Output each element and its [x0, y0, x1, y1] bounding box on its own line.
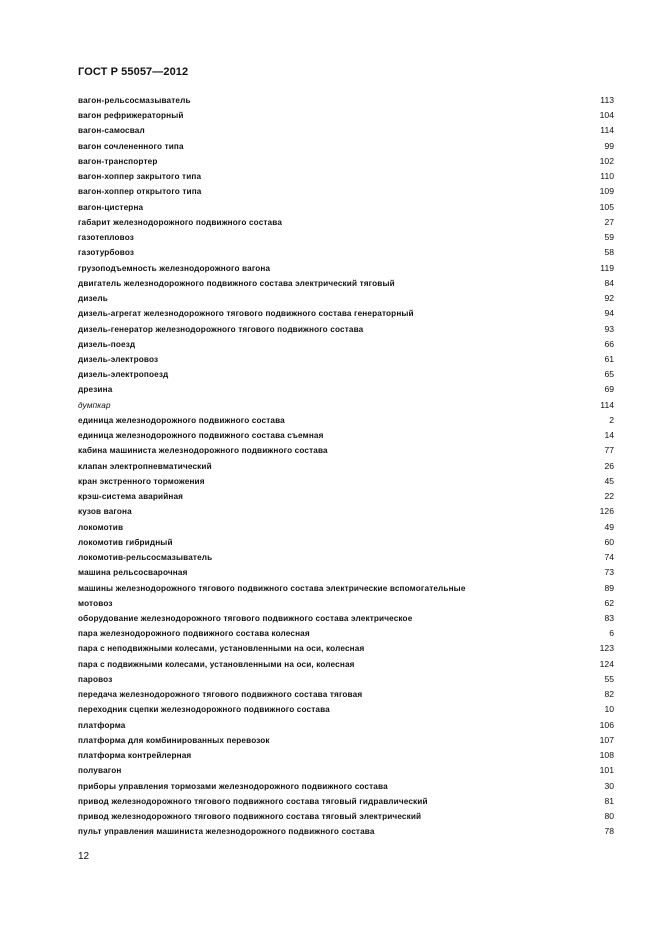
- index-entry: [78, 596, 614, 611]
- index-page-ref: 6: [609, 628, 614, 639]
- index-term: вагон рефрижераторный: [78, 111, 184, 121]
- index-term: единица железнодорожного подвижного состава съемная: [78, 431, 324, 441]
- index-entry: [78, 809, 614, 824]
- term-index-list: [78, 93, 614, 839]
- index-page-ref: 14: [604, 430, 614, 441]
- index-term: переходник сцепки железнодорожного подвижного состава: [78, 705, 330, 715]
- index-page-ref: 109: [599, 186, 614, 197]
- index-page-ref: 94: [604, 308, 614, 319]
- index-page-ref: 101: [599, 765, 614, 776]
- index-term: кабина машиниста железнодорожного подвижного состава: [78, 446, 328, 456]
- index-page-ref: 69: [604, 384, 614, 395]
- index-page-ref: 102: [599, 155, 614, 166]
- index-page-ref: 108: [599, 750, 614, 761]
- index-term: клапан электропневматический: [78, 461, 212, 471]
- index-page-ref: 99: [604, 140, 614, 151]
- index-entry: [78, 459, 614, 474]
- index-page-ref: 58: [604, 247, 614, 258]
- index-term: вагон-хоппер открытого типа: [78, 187, 202, 197]
- index-term: привод железнодорожного тягового подвижного состава тяговый гидравлический: [78, 796, 428, 806]
- index-entry: [78, 398, 614, 413]
- index-page-ref: 26: [604, 460, 614, 471]
- index-entry: [78, 824, 614, 839]
- index-term: полувагон: [78, 766, 122, 776]
- index-term: платформа контрейлерная: [78, 751, 192, 761]
- index-term: платформа для комбинированных перевозок: [78, 735, 270, 745]
- index-entry: [78, 489, 614, 504]
- index-term: грузоподъемность железнодорожного вагона: [78, 263, 271, 273]
- index-term: крэш-система аварийная: [78, 492, 184, 502]
- index-term: платформа: [78, 720, 126, 730]
- index-page-ref: 113: [600, 95, 614, 105]
- index-term: машина рельсосварочная: [78, 568, 188, 578]
- index-entry: [78, 535, 614, 550]
- index-entry: [78, 763, 614, 778]
- index-entry: [78, 215, 614, 230]
- index-term: единица железнодорожного подвижного состава: [78, 415, 285, 425]
- index-term: мотовоз: [78, 598, 113, 608]
- index-term: привод железнодорожного тягового подвижного состава тяговый электрический: [78, 812, 422, 822]
- page-number: 12: [78, 851, 90, 862]
- index-page-ref: 66: [604, 338, 614, 349]
- index-entry: [78, 474, 614, 489]
- index-page-ref: 22: [604, 491, 614, 502]
- index-entry: [78, 367, 614, 382]
- index-page-ref: 55: [604, 673, 614, 684]
- index-term: газотурбовоз: [78, 248, 135, 258]
- index-term: вагон-самосвал: [78, 126, 145, 136]
- index-entry: [78, 550, 614, 565]
- index-term: дизель: [78, 294, 108, 304]
- index-entry: [78, 748, 614, 763]
- index-term: пара с неподвижными колесами, установленными на оси, колесная: [78, 644, 365, 654]
- index-page-ref: 10: [604, 704, 614, 715]
- index-term: двигатель железнодорожного подвижного состава электрический тяговый: [78, 278, 395, 288]
- index-page-ref: 77: [604, 445, 614, 456]
- index-term: локомотив-рельсосмазыватель: [78, 553, 213, 563]
- index-page-ref: 89: [604, 582, 614, 593]
- index-term: машины железнодорожного тягового подвижного состава электрические вспомогательные: [78, 583, 466, 593]
- index-page-ref: 65: [604, 369, 614, 380]
- index-page-ref: 119: [600, 262, 614, 273]
- document-header: ГОСТ Р 55057—2012: [78, 66, 189, 78]
- index-page-ref: 114: [600, 399, 614, 410]
- index-entry: [78, 261, 614, 276]
- index-term: думпкар: [78, 400, 111, 410]
- index-term: габарит железнодорожного подвижного состава: [78, 217, 283, 227]
- index-page-ref: 27: [604, 216, 614, 227]
- index-entry: [78, 200, 614, 215]
- index-entry: [78, 154, 614, 169]
- index-page-ref: 126: [599, 506, 614, 517]
- index-entry: [78, 428, 614, 443]
- index-term: дизель-агрегат железнодорожного тягового подвижного состава генераторный: [78, 309, 414, 319]
- index-page-ref: 80: [604, 811, 614, 822]
- index-entry: [78, 794, 614, 809]
- index-entry: [78, 123, 614, 138]
- index-term: вагон-транспортер: [78, 156, 158, 166]
- index-entry: [78, 733, 614, 748]
- index-entry: [78, 352, 614, 367]
- index-entry: [78, 382, 614, 397]
- index-entry: [78, 139, 614, 154]
- index-entry: [78, 291, 614, 306]
- index-page-ref: 49: [604, 521, 614, 532]
- index-term: вагон-хоппер закрытого типа: [78, 172, 202, 182]
- index-page-ref: 105: [599, 201, 614, 212]
- index-entry: [78, 626, 614, 641]
- index-page-ref: 110: [600, 171, 614, 182]
- index-page-ref: 74: [604, 552, 614, 563]
- index-page-ref: 62: [604, 597, 614, 608]
- index-term: пульт управления машиниста железнодорожного подвижного состава: [78, 827, 375, 837]
- index-page-ref: 78: [604, 826, 614, 837]
- index-entry: [78, 641, 614, 656]
- index-term: оборудование железнодорожного тягового подвижного состава электрическое: [78, 613, 413, 623]
- index-term: вагон-цистерна: [78, 202, 144, 212]
- index-page-ref: 104: [599, 110, 614, 121]
- index-entry: [78, 702, 614, 717]
- index-term: передача железнодорожного тягового подвижного состава тяговая: [78, 690, 363, 700]
- index-entry: [78, 184, 614, 199]
- index-page-ref: 84: [604, 277, 614, 288]
- index-entry: [78, 779, 614, 794]
- index-term: вагон-рельсосмазыватель: [78, 96, 191, 105]
- index-entry: [78, 581, 614, 596]
- index-term: кузов вагона: [78, 507, 132, 517]
- index-page-ref: 73: [604, 567, 614, 578]
- index-entry: [78, 520, 614, 535]
- index-term: локомотив гибридный: [78, 537, 173, 547]
- index-page-ref: 61: [604, 353, 614, 364]
- index-entry: [78, 672, 614, 687]
- index-page-ref: 106: [599, 719, 614, 730]
- index-page-ref: 30: [604, 780, 614, 791]
- index-entry: [78, 245, 614, 260]
- index-page-ref: 124: [599, 658, 614, 669]
- index-entry: [78, 93, 614, 108]
- index-term: вагон сочлененного типа: [78, 141, 184, 151]
- index-term: дрезина: [78, 385, 113, 395]
- index-term: дизель-генератор железнодорожного тягового подвижного состава: [78, 324, 364, 334]
- index-term: дизель-электровоз: [78, 354, 159, 364]
- index-entry: [78, 687, 614, 702]
- index-page-ref: 107: [599, 734, 614, 745]
- index-term: приборы управления тормозами железнодорожного подвижного состава: [78, 781, 388, 791]
- index-entry: [78, 413, 614, 428]
- index-term: кран экстренного торможения: [78, 476, 205, 486]
- index-page-ref: 45: [604, 475, 614, 486]
- index-term: дизель-поезд: [78, 339, 136, 349]
- index-entry: [78, 306, 614, 321]
- index-entry: [78, 565, 614, 580]
- index-page-ref: 2: [609, 414, 614, 425]
- index-page-ref: 81: [604, 795, 614, 806]
- index-entry: [78, 108, 614, 123]
- index-page-ref: 93: [604, 323, 614, 334]
- index-page-ref: 59: [604, 232, 614, 243]
- index-term: локомотив: [78, 522, 124, 532]
- index-term: паровоз: [78, 674, 113, 684]
- index-term: пара с подвижными колесами, установленными на оси, колесная: [78, 659, 355, 669]
- index-entry: [78, 443, 614, 458]
- index-entry: [78, 718, 614, 733]
- index-page-ref: 82: [604, 689, 614, 700]
- index-page-ref: 123: [599, 643, 614, 654]
- index-entry: [78, 657, 614, 672]
- index-entry: [78, 169, 614, 184]
- index-page-ref: 92: [604, 293, 614, 304]
- index-page-ref: 83: [604, 612, 614, 623]
- index-term: пара железнодорожного подвижного состава колесная: [78, 629, 310, 639]
- index-entry: [78, 322, 614, 337]
- index-entry: [78, 611, 614, 626]
- index-entry: [78, 276, 614, 291]
- index-entry: [78, 337, 614, 352]
- index-term: дизель-электропоезд: [78, 370, 169, 380]
- index-term: газотепловоз: [78, 233, 135, 243]
- index-page-ref: 114: [600, 125, 614, 136]
- index-entry: [78, 230, 614, 245]
- index-page-ref: 60: [604, 536, 614, 547]
- index-entry: [78, 504, 614, 519]
